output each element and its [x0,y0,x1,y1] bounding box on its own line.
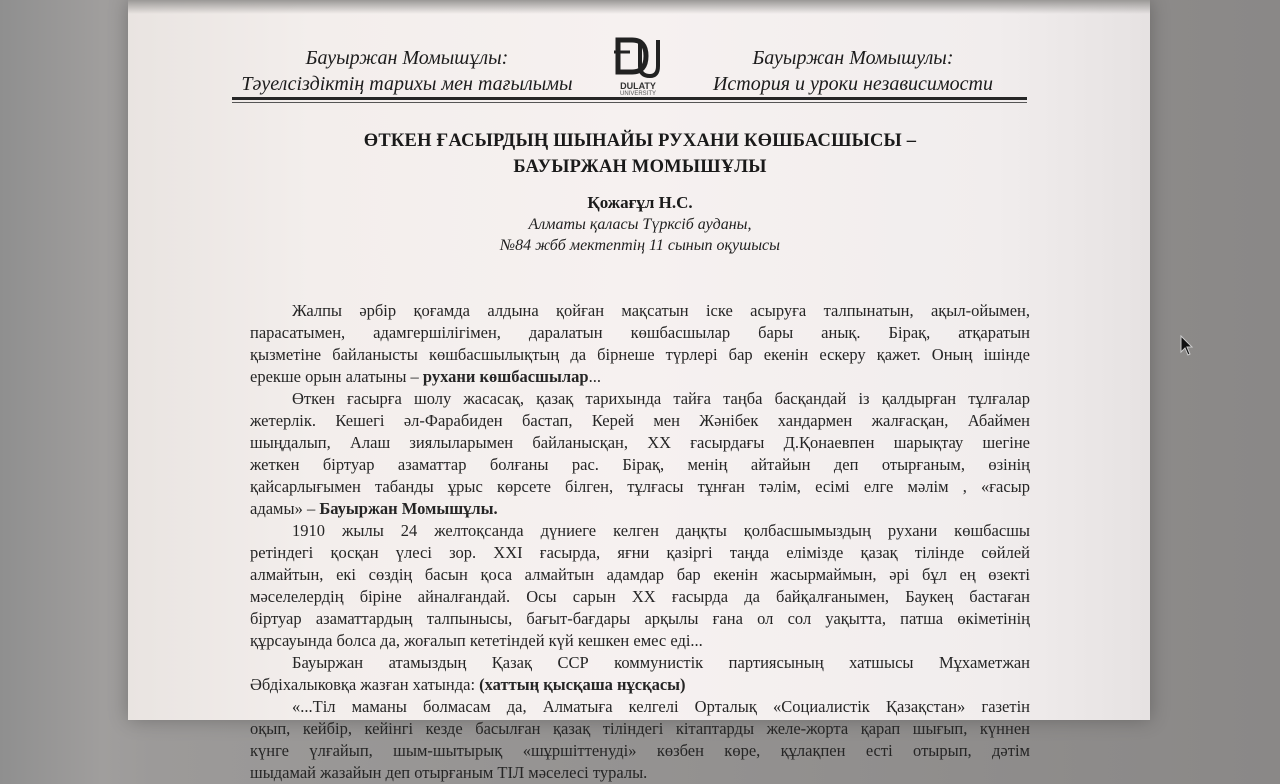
header-right-line1: Бауыржан Момышулы: [752,47,954,69]
body-line [250,498,1030,520]
title-line-2: БАУЫРЖАН МОМЫШҰЛЫ [513,157,767,177]
body-line: шыдамай жазайын деп отырғаным ТІЛ мәселесі туралы. [250,763,648,782]
body-text: адамы» – [250,499,316,518]
body-text: ... [588,367,601,386]
body-line: парасатымен, адамгершілігімен, даралатын көшбасшылар бары анық. Бірақ, атқаратын [250,323,1030,342]
affiliation-line-2: №84 жбб мектептің 11 сынып оқушысы [500,237,780,254]
body-line: мәселелердің біріне айналғандай. Осы сарын ХХ ғасырда да байқалғанымен, Баукең бастаған [250,587,1030,606]
body-line: қызметіне байланысты көшбасшылықтың да бірнеше түрлері бар екенін ескеру қажет. Оның ішінде [250,345,1030,364]
body-line: Бауыржан атамыздың Қазақ ССР коммунистік партиясының хатшысы Мұхаметжан [292,653,1030,672]
body-bold-text: рухани көшбасшылар [422,367,589,386]
article-title [300,128,980,180]
logo-subcaption: UNIVERSITY [619,91,656,97]
body-line: қайсарлығымен табанды ұрыс көрсете білген, тұлғасы тұнған тәлім, есімі елге мәлім , «ғасыр [250,477,1030,496]
header-right [708,45,998,97]
body-line: оқып, кейбір, кейінгі кезде басылған қазақ тіліндегі кітаптарды желе-жорта қарап шығып, күннен [250,719,1030,738]
header-rule-thick [232,97,1027,100]
header-left-line2: Тәуелсіздіктің тарихы мен тағылымы [241,73,573,95]
body-line: жеткен біртуар азаматтар болғаны рас. Бірақ, менің айтайын деп отырғаным, өзінің [250,455,1030,474]
body-text: Әбдіхалыковқа жазған хатында: [250,675,476,694]
body-line [250,366,1030,388]
header-left [232,45,582,97]
body-line: 1910 жылы 24 желтоқсанда дүниеге келген даңқты қолбасшымыздың рухани көшбасшы [292,521,1030,540]
header-right-line2: История и уроки независимости [712,73,993,95]
body-line: күнге үлғайып, шым-шытырық «шұршіттенуді» көзбен көре, құлақпен есті отырып, дәтім [250,741,1030,760]
body-line: алмайтын, екі сөздің басын қоса алмайтын адамдар бар екенін жасырмаймын, әрі бұл ең өзекті [250,565,1030,584]
body-line: Өткен ғасырға шолу жасасақ, қазақ тарихында тайға таңба басқандай із қалдырған тұлғалар [292,389,1030,408]
mouse-cursor-icon [1180,335,1194,357]
header-left-line1: Бауыржан Момышұлы: [305,47,509,69]
body-line: жетерлік. Кешегі әл-Фарабиден бастап, Керей мен Жәнібек хандармен жалғасқан, Абаймен [250,411,1030,430]
body-line: ретіндегі қосқан үлесі зор. ХХІ ғасырда, яғни қазіргі таңда елімізде қазақ тілінде сөйлей [250,543,1030,562]
body-bold-text: (хаттың қысқаша нұсқасы) [479,675,686,694]
body-text: ерекше орын алатыны – [250,367,419,386]
title-line-1: ӨТКЕН ҒАСЫРДЫҢ ШЫНАЙЫ РУХАНИ КӨШБАСШЫСЫ – [363,131,917,151]
header-rule-thin [232,102,1027,103]
body-line [250,674,1030,696]
dulaty-logo-icon [612,36,662,102]
body-line: құрсауында болса да, жоғалып кететіндей күй кешкен емес еді... [250,631,703,650]
top-shadow [128,0,1150,14]
body-line: Жалпы әрбір қоғамда алдына қойған мақсатын іске асыруға талпынатын, ақыл-ойымен, [292,301,1030,320]
body-line: біртуар азаматтардың талпынысы, бағыт-бағдары арқылы ғана ол сол уақытта, патша өкіметінің [250,609,1030,628]
logo-mark [612,36,662,80]
author-affiliation [300,214,980,256]
body-line: «...Тіл маманы болмасам да, Алматыға келгелі Орталық «Социалистік Қазақстан» газетін [292,697,1030,716]
affiliation-line-1: Алматы қаласы Түрксіб ауданы, [528,216,752,233]
body-bold-text: Бауыржан Момышұлы. [319,499,498,518]
logo-caption: DULATY [620,81,656,91]
body-line: шыңдалып, Алаш зиялыларымен байланысқан, ХХ ғасырдағы Д.Қонаевпен шарықтау шегіне [250,433,1030,452]
article-author: Қожағұл Н.С. [587,193,693,212]
